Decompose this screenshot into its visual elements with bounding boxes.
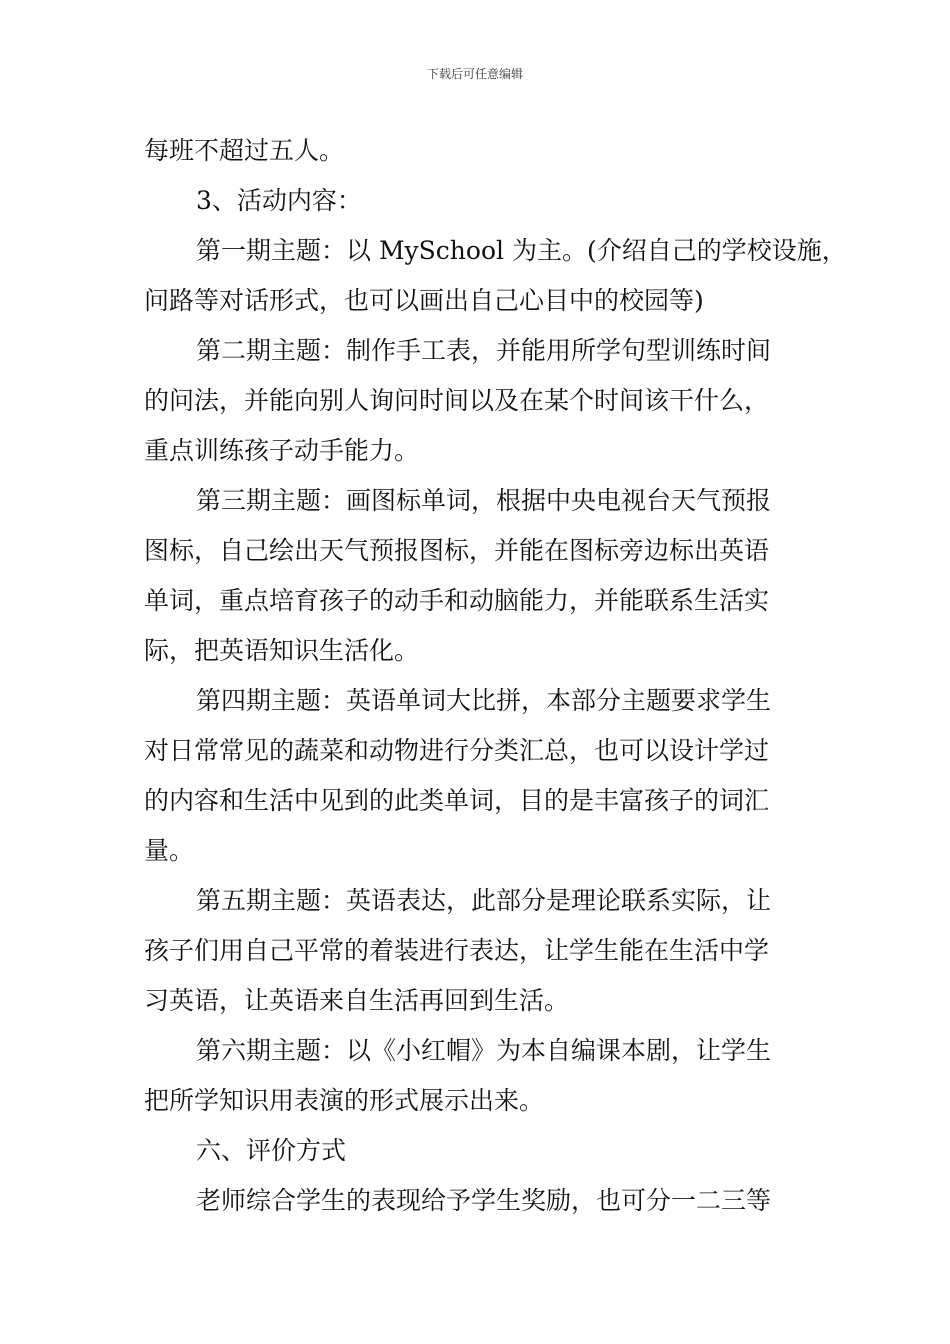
text-line: 的内容和生活中见到的此类单词，目的是丰富孩子的词汇 — [144, 786, 770, 815]
text-line: 单词，重点培育孩子的动手和动脑能力，并能联系生活实 — [144, 586, 770, 615]
text-line: 孩子们用自己平常的着装进行表达，让学生能在生活中学 — [144, 936, 770, 965]
paragraph-line: 第三期主题：画图标单词，根据中央电视台天气预报 — [196, 486, 772, 515]
text-line: 把所学知识用表演的形式展示出来。 — [144, 1086, 545, 1115]
paragraph-line: 第六期主题：以《小红帽》为本自编课本剧，让学生 — [196, 1036, 772, 1065]
text-line: 对日常常见的蔬菜和动物进行分类汇总，也可以设计学过 — [144, 736, 770, 765]
page-header-note: 下载后可任意编辑 — [426, 67, 523, 81]
text-line: 每班不超过五人。 — [144, 136, 345, 165]
text-line: 图标，自己绘出天气预报图标，并能在图标旁边标出英语 — [144, 536, 770, 565]
paragraph-line: 第四期主题：英语单词大比拼，本部分主题要求学生 — [196, 686, 772, 715]
paragraph-line: 第二期主题：制作手工表，并能用所学句型训练时间 — [196, 336, 772, 365]
text-line: 习英语，让英语来自生活再回到生活。 — [144, 986, 570, 1015]
paragraph-line: 第五期主题：英语表达，此部分是理论联系实际，让 — [196, 886, 772, 915]
text-line: 量。 — [144, 836, 195, 865]
paragraph-line: 老师综合学生的表现给予学生奖励，也可分一二三等 — [196, 1186, 772, 1215]
paragraph-line: 第一期主题：以 MySchool 为主。(介绍自己的学校设施， — [196, 236, 847, 265]
text-line: 的问法，并能向别人询问时间以及在某个时间该干什么， — [144, 386, 770, 415]
text-line: 问路等对话形式，也可以画出自己心目中的校园等) — [144, 286, 704, 315]
text-line: 重点训练孩子动手能力。 — [144, 436, 420, 465]
section-heading: 六、评价方式 — [196, 1136, 347, 1165]
section-heading: 3、活动内容： — [196, 186, 362, 215]
document-body — [144, 126, 847, 1226]
text-line: 际，把英语知识生活化。 — [144, 636, 420, 665]
